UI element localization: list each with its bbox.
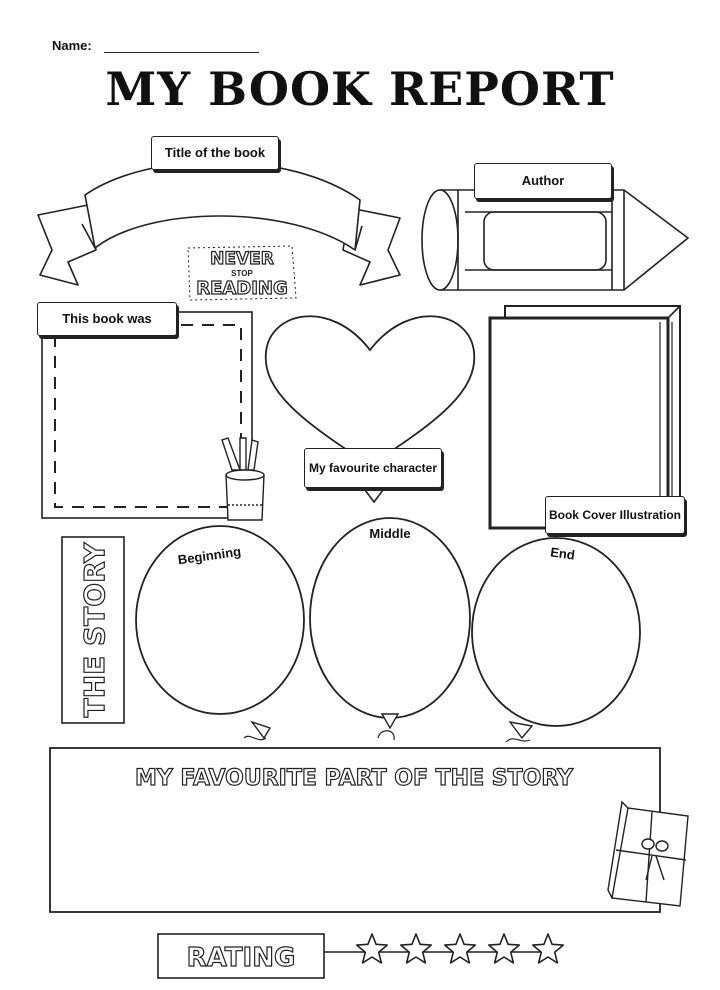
rating-section xyxy=(158,934,552,978)
the-story-panel xyxy=(62,537,124,723)
author-label: Author xyxy=(474,163,612,199)
balloon-beginning-label: Beginning xyxy=(176,543,242,568)
book-cover-frame xyxy=(490,306,680,528)
favourite-character-heart xyxy=(266,316,475,465)
star-icon[interactable] xyxy=(357,934,387,963)
the-story-title: THE STORY xyxy=(78,542,111,718)
favourite-character-label: My favourite character xyxy=(304,448,442,488)
balloon-end-label: End xyxy=(549,544,576,563)
pencil-cup-illustration xyxy=(222,438,264,520)
star-icon[interactable] xyxy=(401,934,431,963)
badge-line-1: NEVER xyxy=(210,249,274,269)
balloon-end xyxy=(472,538,640,742)
favourite-part-box xyxy=(50,748,660,912)
wrapped-book-illustration xyxy=(608,802,688,906)
name-label: Name: xyxy=(52,38,92,53)
balloon-middle xyxy=(310,518,470,740)
crayon-illustration xyxy=(422,190,688,290)
badge-line-3: READING xyxy=(196,278,288,299)
balloon-middle-label: Middle xyxy=(369,526,411,541)
badge-line-2: STOP xyxy=(231,269,253,278)
rating-label: RATING xyxy=(186,943,296,973)
this-book-was-frame xyxy=(42,312,252,518)
heart-pointer xyxy=(362,486,386,502)
title-of-book-label: Title of the book xyxy=(151,136,279,170)
page-title: MY BOOK REPORT xyxy=(105,62,615,116)
book-cover-label: Book Cover Illustration xyxy=(545,496,685,534)
never-stop-reading-badge xyxy=(188,246,296,300)
star-icon[interactable] xyxy=(489,934,519,963)
favourite-part-title: MY FAVOURITE PART OF THE STORY xyxy=(134,766,574,791)
rating-stars[interactable] xyxy=(357,934,563,963)
this-book-was-label: This book was xyxy=(37,302,177,336)
star-icon[interactable] xyxy=(445,934,475,963)
star-icon[interactable] xyxy=(533,934,563,963)
